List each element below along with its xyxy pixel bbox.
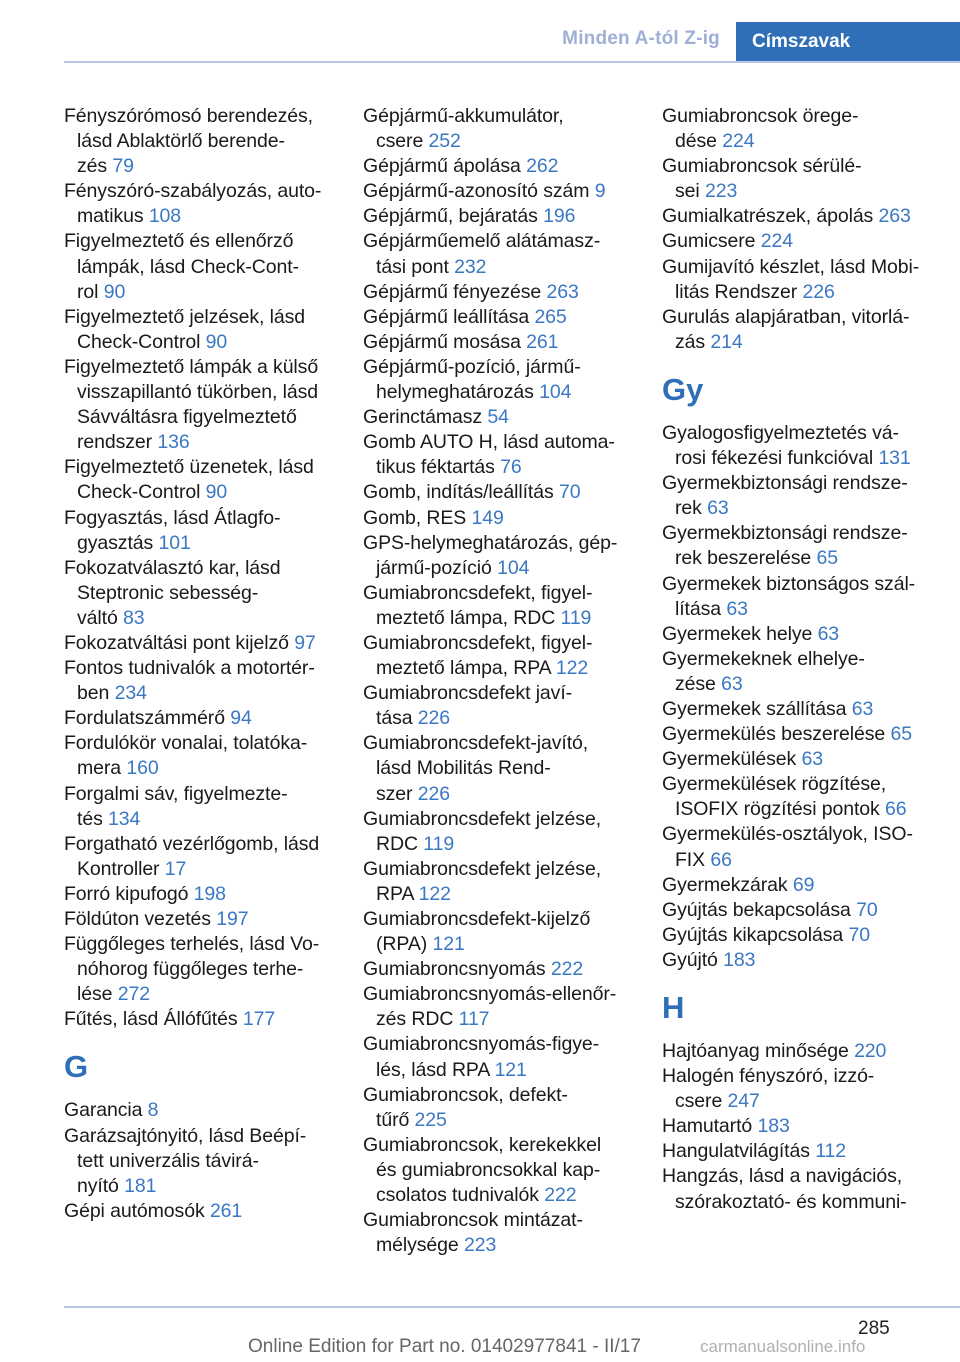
page-link[interactable]: 101 [158, 531, 191, 554]
index-entry [363, 681, 635, 731]
index-entry [363, 430, 635, 480]
page-link[interactable]: 261 [209, 1199, 243, 1222]
index-entry [363, 104, 635, 154]
index-entry-text: Hajtóanyag minősége [662, 1040, 849, 1062]
index-entry [363, 1133, 635, 1208]
index-entry [363, 631, 635, 681]
index-entry-text: Figyelmeztető lámpák a külső visszapillantó tükörben, lásd Sávváltásra figyelmeztető rendszer [64, 355, 319, 454]
index-entry [363, 982, 635, 1032]
index-entry [64, 556, 336, 631]
index-entry [64, 932, 336, 1007]
index-entry-text: Fokozatválasztó kar, lásd Steptronic sebesség‐ váltó [64, 556, 281, 629]
page-link[interactable]: 54 [487, 406, 509, 429]
index-entry [363, 731, 635, 806]
index-entry-text: Gyermekülés beszerelése [662, 723, 886, 746]
index-entry-text: Gyújtó [662, 948, 718, 971]
index-column-1 [64, 104, 336, 1224]
page-link[interactable]: 196 [543, 205, 576, 228]
page-link[interactable]: 223 [704, 180, 738, 203]
index-entry-text: Gumiabroncsnyomás-ellenőr‐ zés RDC [363, 983, 617, 1031]
index-entry-text: Fűtés, lásd Állófűtés [64, 1008, 238, 1031]
index-entry-text: Gomb, indítás/leállítás [363, 481, 554, 504]
index-entry-text: Gumialkatrészek, ápolás [662, 205, 874, 228]
index-entry-text: Gumiabroncsok örege‐ dése [662, 105, 859, 153]
page-link[interactable]: 224 [760, 230, 793, 253]
index-entry [64, 179, 336, 229]
index-entry-text: Gépjárműemelő alátámasz‐ tási pont [363, 230, 601, 278]
index-entry-text: Gyermekbiztonsági rendsze‐ rek beszerelése [662, 522, 908, 570]
index-entry-text: Gumiabroncsdefekt jelzése, RPA [363, 857, 602, 905]
page-link[interactable]: 63 [851, 697, 874, 720]
index-entry-text: Gumiabroncsdefekt javí‐ tása [363, 682, 573, 730]
index-entry [363, 280, 635, 305]
page-link[interactable]: 261 [526, 330, 559, 353]
index-entry-text: Gyermekülések rögzítése, ISOFIX rögzítési pontok [662, 773, 887, 821]
index-entry [363, 957, 635, 982]
page-link[interactable]: 234 [114, 682, 147, 705]
index-entry-text: Gépjármű fényezése [363, 280, 542, 303]
section-title: Minden A-tól Z-ig [562, 28, 720, 49]
index-entry [363, 305, 635, 330]
index-entry-text: Fényszóró-szabályozás, auto‐ matikus [64, 180, 322, 228]
index-entry-text: Gyalogosfigyelmeztetés vá‐ rosi fékezési funkcióval [662, 421, 899, 470]
page-link[interactable]: 117 [458, 1008, 490, 1031]
index-entry [662, 647, 928, 697]
page-link[interactable]: 183 [723, 948, 756, 971]
index-entry-text: Gerinctámasz [363, 406, 483, 429]
index-entry-text: Garázsajtónyitó, lásd Beépí‐ tett univerzális távirá‐ nyító [64, 1124, 307, 1197]
page-link[interactable]: 8 [147, 1099, 159, 1122]
index-entry-text: Gyermekzárak [662, 873, 788, 896]
page-link[interactable]: 63 [817, 622, 840, 645]
watermark: carmanualsonline.info [700, 1337, 866, 1356]
index-entry [64, 1199, 336, 1224]
index-entry [662, 521, 928, 571]
index-entry-text: Gyermekülések [662, 748, 797, 771]
page-number: 285 [858, 1318, 890, 1339]
index-entry [662, 154, 928, 204]
index-entry-text: Gomb AUTO H, lásd automa‐ tikus féktartás [363, 431, 615, 479]
page-link[interactable]: 232 [454, 255, 487, 278]
footer-rule [64, 1306, 960, 1308]
page-link[interactable]: 76 [500, 456, 522, 479]
index-entry-text: Figyelmeztető üzenetek, lásd Check-Control [64, 456, 314, 504]
index-entry-text: Halogén fényszóró, izzó‐ csere [662, 1065, 875, 1113]
index-entry-text: Gépjármű-pozíció, jármű‐ helymeghatározás [363, 355, 581, 404]
index-entry-text: Garancia [64, 1099, 143, 1122]
index-entry [662, 1139, 928, 1164]
page-link[interactable]: 83 [123, 606, 145, 629]
page-link[interactable]: 108 [148, 205, 182, 228]
index-entry-text: Fordulatszámmérő [64, 707, 225, 730]
index-entry [363, 907, 635, 957]
index-entry [64, 1124, 336, 1199]
page-link[interactable]: 70 [848, 923, 870, 946]
index-entry [64, 882, 336, 907]
page-link[interactable]: 122 [418, 882, 451, 905]
page-link[interactable]: 214 [710, 330, 743, 353]
page-link[interactable]: 97 [294, 631, 316, 654]
index-entry-text: Gyermekeknek elhelye‐ zése [662, 647, 865, 695]
page-link[interactable]: 226 [802, 280, 835, 303]
page-link[interactable]: 252 [428, 130, 461, 153]
page-link[interactable]: 160 [126, 757, 159, 780]
index-entry [64, 355, 336, 455]
index-entry [363, 506, 635, 531]
index-entry [363, 857, 635, 907]
index-entry [363, 581, 635, 631]
index-entry [64, 229, 336, 304]
index-entry [64, 1098, 336, 1123]
index-entry [363, 229, 635, 279]
index-entry-text: Gyermekülés-osztályok, ISO‐ FIX [662, 823, 913, 871]
index-letter-heading: H [662, 990, 685, 1025]
index-entry-text: GPS-helymeghatározás, gép‐ jármű-pozíció [363, 531, 618, 579]
index-entry-text: Gumiabroncsdefekt-javító, lásd Mobilitás Rend‐ szer [363, 732, 589, 805]
index-entry [64, 731, 336, 781]
index-entry [662, 1064, 928, 1114]
page-link[interactable]: 131 [878, 447, 911, 470]
index-entry-text: Gumiabroncsok, kerekekkel és gumiabroncsokkal kap‐ csolatos tudnivalók [363, 1133, 602, 1207]
index-entry [662, 722, 928, 747]
index-entry-text: Fokozatváltási pont kijelző [64, 631, 289, 654]
header-rule [64, 61, 960, 63]
index-entry [662, 1114, 928, 1139]
index-entry-text: Hangzás, lásd a navigációs, szórakoztató- és kommuni‐ [662, 1165, 907, 1213]
index-entry [64, 506, 336, 556]
page-link[interactable]: 121 [432, 933, 465, 956]
index-entry-text: Gumijavító készlet, lásd Mobi‐ litás Rendszer [662, 255, 920, 303]
index-entry-text: Fontos tudnivalók a motortér‐ ben [64, 657, 315, 705]
index-column-2 [363, 104, 635, 1258]
index-entry [662, 1164, 928, 1214]
index-entry-text: Gépjármű leállítása [363, 305, 530, 328]
page-link[interactable]: 263 [878, 205, 911, 228]
index-entry [662, 873, 928, 898]
page-link[interactable]: 222 [550, 958, 584, 981]
index-entry [662, 471, 928, 521]
page-link[interactable]: 63 [726, 597, 748, 620]
index-entry-text: Gumiabroncsnyomás-figye‐ lés, lásd RPA [363, 1033, 600, 1081]
index-entry [64, 907, 336, 932]
index-entry [363, 405, 635, 430]
index-entry-text: Hamutartó [662, 1115, 753, 1138]
page-link[interactable]: 223 [463, 1234, 497, 1257]
index-entry [64, 631, 336, 656]
index-entry-text: Forgatható vezérlőgomb, lásd Kontroller [64, 832, 320, 880]
index-entry-text: Gépjármű mosása [363, 330, 521, 353]
index-entry-text: Gumiabroncsok mintázat‐ mélysége [363, 1209, 583, 1257]
page-link[interactable]: 224 [722, 130, 755, 153]
index-entry-text: Gyermekbiztonsági rendsze‐ rek [662, 472, 908, 520]
page-link[interactable]: 134 [108, 807, 141, 830]
index-entry-text: Gépjármű ápolása [363, 155, 521, 178]
index-entry [662, 772, 928, 822]
page-link[interactable]: 70 [558, 481, 581, 504]
page-link[interactable]: 65 [816, 547, 838, 570]
index-entry [64, 782, 336, 832]
page-link[interactable]: 90 [205, 481, 228, 504]
index-entry [363, 154, 635, 179]
page-link[interactable]: 272 [117, 983, 150, 1006]
page-link[interactable]: 17 [164, 857, 187, 880]
page-link[interactable]: 177 [242, 1008, 276, 1031]
index-entry-text: Forgalmi sáv, figyelmezte‐ tés [64, 782, 288, 830]
index-entry [662, 421, 928, 471]
page-link[interactable]: 197 [216, 908, 249, 930]
index-letter-heading: Gy [662, 371, 704, 407]
page-link[interactable]: 119 [560, 606, 592, 629]
index-entry-text: Gépjármű-azonosító szám [363, 180, 590, 203]
index-entry [662, 822, 928, 872]
index-entry [662, 104, 928, 154]
index-entry [662, 229, 928, 254]
page-link[interactable]: 94 [230, 707, 252, 730]
page-link[interactable]: 263 [546, 280, 579, 303]
page-link[interactable]: 112 [815, 1140, 847, 1163]
index-entry [662, 204, 928, 229]
index-letter-heading: G [64, 1049, 89, 1085]
index-entry [662, 923, 928, 948]
index-entry-text: Gépjármű-akkumulátor, csere [363, 105, 564, 153]
index-entry [64, 832, 336, 882]
index-entry [662, 1039, 928, 1064]
page-link[interactable]: 247 [727, 1090, 760, 1113]
index-entry-text: Gyermekek biztonságos szál‐ lítása [662, 572, 916, 620]
page-link[interactable]: 70 [856, 898, 878, 921]
index-entry [662, 697, 928, 722]
index-entry [662, 747, 928, 772]
page-link[interactable]: 265 [534, 305, 567, 328]
index-entry-text: Hangulatvilágítás [662, 1140, 810, 1163]
index-entry-text: Gyermekek szállítása [662, 697, 847, 720]
index-entry [363, 1032, 635, 1082]
index-entry-text: Gurulás alapjáratban, vitorlá‐ zás [662, 305, 910, 353]
page-link[interactable]: 121 [494, 1058, 527, 1081]
index-entry [363, 1208, 635, 1258]
page-link[interactable]: 104 [539, 381, 572, 404]
index-entry-text: Gumiabroncsdefekt jelzése, RDC [363, 807, 602, 855]
index-entry [662, 948, 928, 973]
index-entry [662, 255, 928, 305]
page-link[interactable]: 79 [112, 155, 134, 178]
page-link[interactable]: 122 [555, 657, 589, 680]
index-entry-text: Gumiabroncsdefekt-kijelző (RPA) [363, 908, 591, 956]
page-link[interactable]: 9 [594, 180, 606, 203]
index-entry-text: Fényszórómosó berendezés, lásd Ablaktörlő berende‐ zés [64, 105, 313, 178]
index-entry-text: Gumiabroncsok sérülé‐ sei [662, 155, 862, 203]
index-entry-text: Gyermekek helye [662, 622, 813, 645]
page-link[interactable]: 63 [707, 497, 729, 520]
index-entry-text: Gumiabroncsok, defekt‐ tűrő [363, 1083, 568, 1131]
index-column-3 [662, 104, 928, 1215]
page-link[interactable]: 225 [414, 1108, 447, 1131]
page-link[interactable]: 220 [854, 1040, 887, 1062]
index-entry [662, 622, 928, 647]
index-entry [363, 807, 635, 857]
index-entry-text: Gumicsere [662, 230, 756, 253]
page-link[interactable]: 181 [124, 1174, 157, 1197]
index-entry-text: Figyelmeztető jelzések, lásd Check-Control [64, 305, 306, 353]
index-entry-text: Gyújtás bekapcsolása [662, 898, 851, 921]
page-link[interactable]: 104 [497, 556, 530, 579]
page-link[interactable]: 136 [157, 431, 190, 454]
page-link[interactable]: 222 [544, 1184, 577, 1207]
page-link[interactable]: 66 [885, 798, 907, 821]
index-entry [64, 305, 336, 355]
index-entry [64, 455, 336, 505]
index-entry-text: Gumiabroncsdefekt, figyel‐ meztető lámpa, RPA [363, 631, 593, 680]
index-entry-text: Függőleges terhelés, lásd Vo‐ nóhorog függőleges terhe‐ lése [64, 933, 320, 1006]
page-link[interactable]: 63 [801, 748, 823, 771]
page-link[interactable]: 119 [423, 832, 455, 855]
page-link[interactable]: 226 [417, 707, 451, 730]
index-entry-text: Figyelmeztető és ellenőrző lámpák, lásd Check-Cont‐ rol [64, 230, 299, 303]
index-entry [64, 1007, 336, 1032]
page-link[interactable]: 183 [757, 1115, 790, 1138]
index-entry [662, 898, 928, 923]
page-link[interactable]: 262 [526, 155, 559, 178]
page-link[interactable]: 90 [103, 280, 126, 303]
index-entry [64, 656, 336, 706]
index-entry [662, 572, 928, 622]
page-link[interactable]: 69 [792, 873, 815, 896]
page-link[interactable]: 90 [205, 330, 228, 353]
index-entry-text: Forró kipufogó [64, 882, 189, 905]
index-entry [363, 531, 635, 581]
index-entry [363, 1083, 635, 1133]
index-entry-text: Fogyasztás, lásd Átlagfo‐ gyasztás [64, 506, 281, 554]
page-link[interactable]: 198 [193, 882, 226, 905]
index-entry [662, 305, 928, 355]
index-entry-text: Gumiabroncsdefekt, figyel‐ meztető lámpa, RDC [363, 581, 593, 629]
index-entry [363, 480, 635, 505]
index-entry [64, 706, 336, 731]
index-entry-text: Gépjármű, bejáratás [363, 205, 538, 228]
index-entry-text: Fordulókör vonalai, tolatóka‐ mera [64, 732, 308, 780]
index-entry-text: Gépi autómosók [64, 1199, 205, 1222]
active-section-tab[interactable]: Címszavak [736, 22, 960, 62]
index-entry [363, 330, 635, 355]
index-entry-text: Gomb, RES [363, 506, 467, 529]
page-header [0, 0, 960, 62]
page-link[interactable]: 149 [471, 506, 504, 529]
edition-note: Online Edition for Part no. 01402977841 - II/17 [248, 1336, 641, 1357]
page-link[interactable]: 63 [721, 672, 743, 695]
index-entry [363, 204, 635, 229]
index-entry [64, 104, 336, 179]
page-link[interactable]: 65 [890, 723, 912, 746]
index-entry-text: Földúton vezetés [64, 908, 211, 930]
page-link[interactable]: 66 [710, 848, 732, 871]
index-entry-text: Gumiabroncsnyomás [363, 958, 546, 981]
index-entry [363, 179, 635, 204]
index-entry [363, 355, 635, 405]
page-link[interactable]: 226 [417, 782, 451, 805]
index-entry-text: Gyújtás kikapcsolása [662, 923, 844, 946]
